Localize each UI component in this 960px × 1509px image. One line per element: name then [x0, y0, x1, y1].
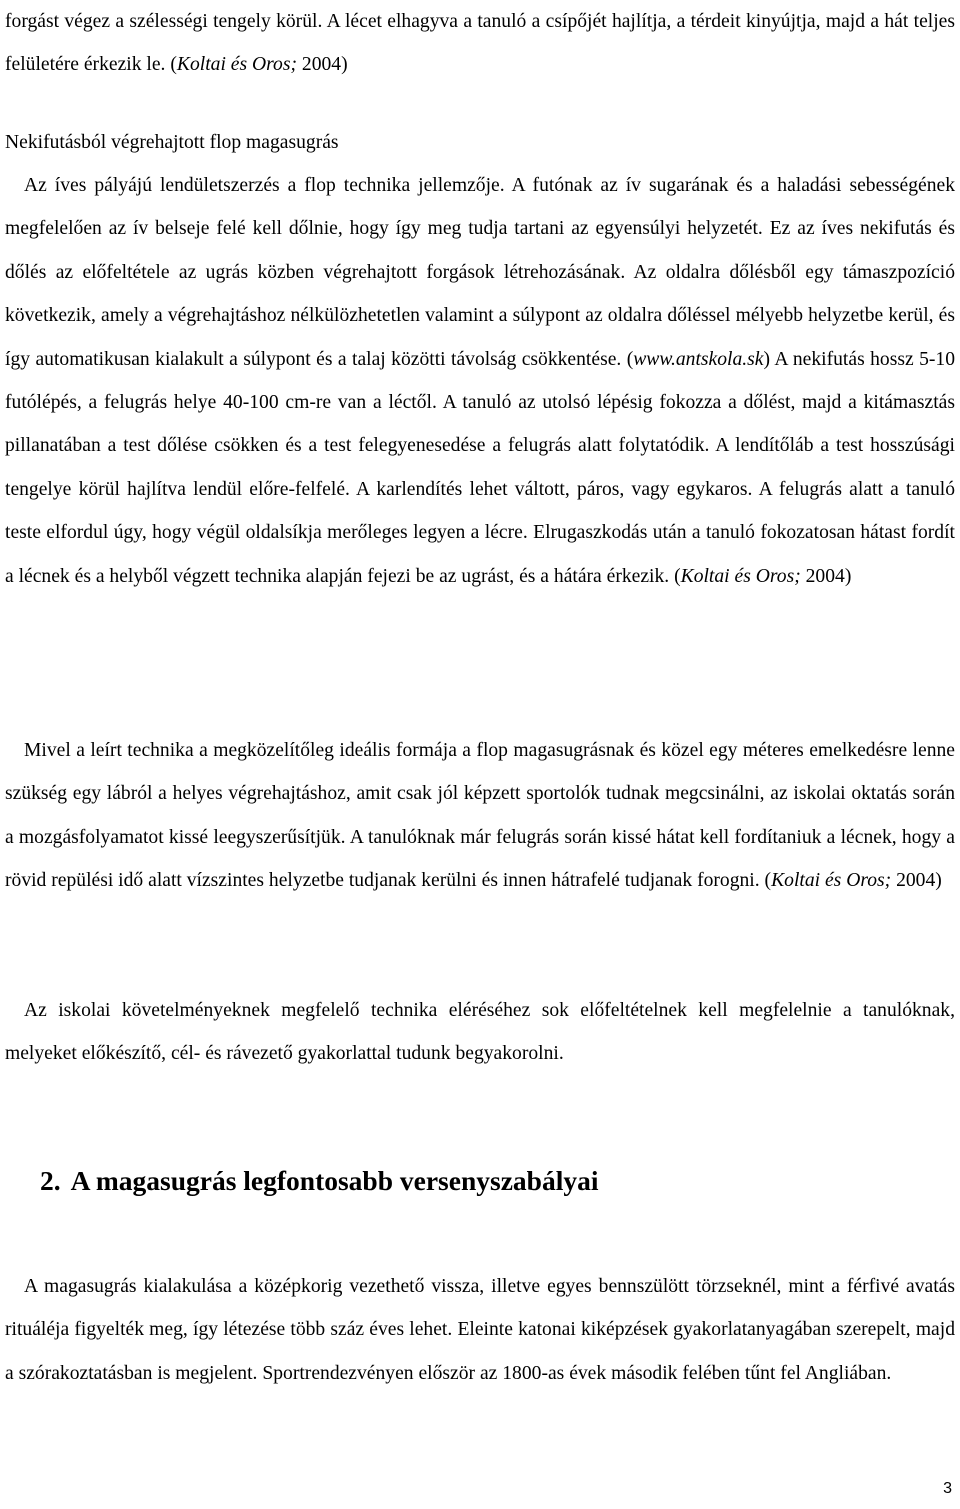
paragraph	[5, 989, 955, 1076]
text-run: 2004)	[891, 870, 942, 892]
citation-authors: Koltai és Oros;	[176, 54, 297, 76]
text-run: Mivel a leírt technika a megközelítőleg ideális formája a flop magasugrásnak és közel egy méteres emelkedésre lenne szükség egy lábról a helyes végrehajtáshoz, amit csak jól képzett sportolók tudnak megcsinálni, az iskolai oktatás során a mozgásfolyamatot kissé leegyszerűsítjük. A tanulóknak már felugrás során kissé hátat kell fordítaniuk a lécnek, hogy a rövid repülési idő alatt vízszintes helyzetbe tudjanak kerülni és innen hátrafelé tudjanak forogni. (	[5, 740, 955, 892]
paragraph	[5, 0, 955, 87]
text-run: 2004)	[297, 54, 348, 76]
page-number: 3	[943, 1480, 952, 1497]
text-run: forgást végez a szélességi tengely körül. A lécet elhagyva a tanuló a csípőjét hajlítja, a térdeit kinyújtja, majd a hát teljes felületére érkezik le. (	[5, 11, 955, 76]
section-title: A magasugrás legfontosabb versenyszabályai	[70, 1165, 599, 1196]
text-run: Az iskolai követelményeknek megfelelő technika eléréséhez sok előfeltételnek kell megfelelnie a tanulóknak, melyeket előkészítő, cél- és rávezető gyakorlattal tudunk begyakorolni.	[5, 1000, 955, 1065]
section-heading	[40, 1165, 599, 1197]
citation-link: www.antskola.sk	[633, 348, 764, 370]
section-number: 2.	[40, 1165, 61, 1196]
text-run: ) A nekifutás hossz 5-10 futólépés, a felugrás helye 40-100 cm-re van a léctől. A tanuló az utolsó lépésig fokozza a dőlést, majd a kitámasztás pillanatában a test dőlése csökken és a test felegyenesedése a felugrás alatt folytatódik. A lendítőláb a test hosszúsági tengelye körül hajlítva lendül előre-felfelé. A karlendítés lehet váltott, páros, vagy egykaros. A felugrás alatt a tanuló teste elfordul úgy, hogy végül oldalsíkja merőleges legyen a lécre. Elrugaszkodás után a tanuló fokozatosan hátast fordít a lécnek és a helyből végzett technika alapján fejezi be az ugrást, és a hátára érkezik. (	[5, 348, 955, 587]
subheading	[5, 121, 339, 164]
subheading-text: Nekifutásból végrehajtott flop magasugrás	[5, 132, 339, 153]
citation-authors: Koltai és Oros;	[680, 565, 801, 587]
paragraph	[5, 1265, 955, 1395]
citation-authors: Koltai és Oros;	[771, 870, 892, 892]
text-run: A magasugrás kialakulása a középkorig vezethető vissza, illetve egyes bennszülött törzseknél, mint a férfivé avatás rituáléja figyelték meg, így létezése több száz éves lehet. Eleinte katonai kiképzések gyakorlatanyagában szerepelt, majd a szórakoztatásban is megjelent. Sportrendezvényen először az 1800-as évek második felében tűnt fel Angliában.	[5, 1276, 955, 1384]
paragraph	[5, 729, 955, 903]
paragraph	[5, 164, 955, 598]
text-run: 2004)	[800, 565, 852, 587]
text-run: Az íves pályájú lendületszerzés a flop technika jellemzője. A futónak az ív sugarának és a haladási sebességének megfelelően az ív belseje felé kell dőlnie, hogy így meg tudja tartani az egyensúlyi helyzetét. Ez az íves nekifutás és dőlés az előfeltétele az ugrás közben végrehajtott forgások létrehozásának. Az oldalra dőlésből egy támaszpozíció következik, amely a végrehajtáshoz nélkülözhetetlen valamint a súlypont az oldalra dőléssel mélyebb helyzetbe kerül, és így automatikusan kialakult a súlypont és a talaj közötti távolság csökkentése. (	[5, 175, 955, 370]
